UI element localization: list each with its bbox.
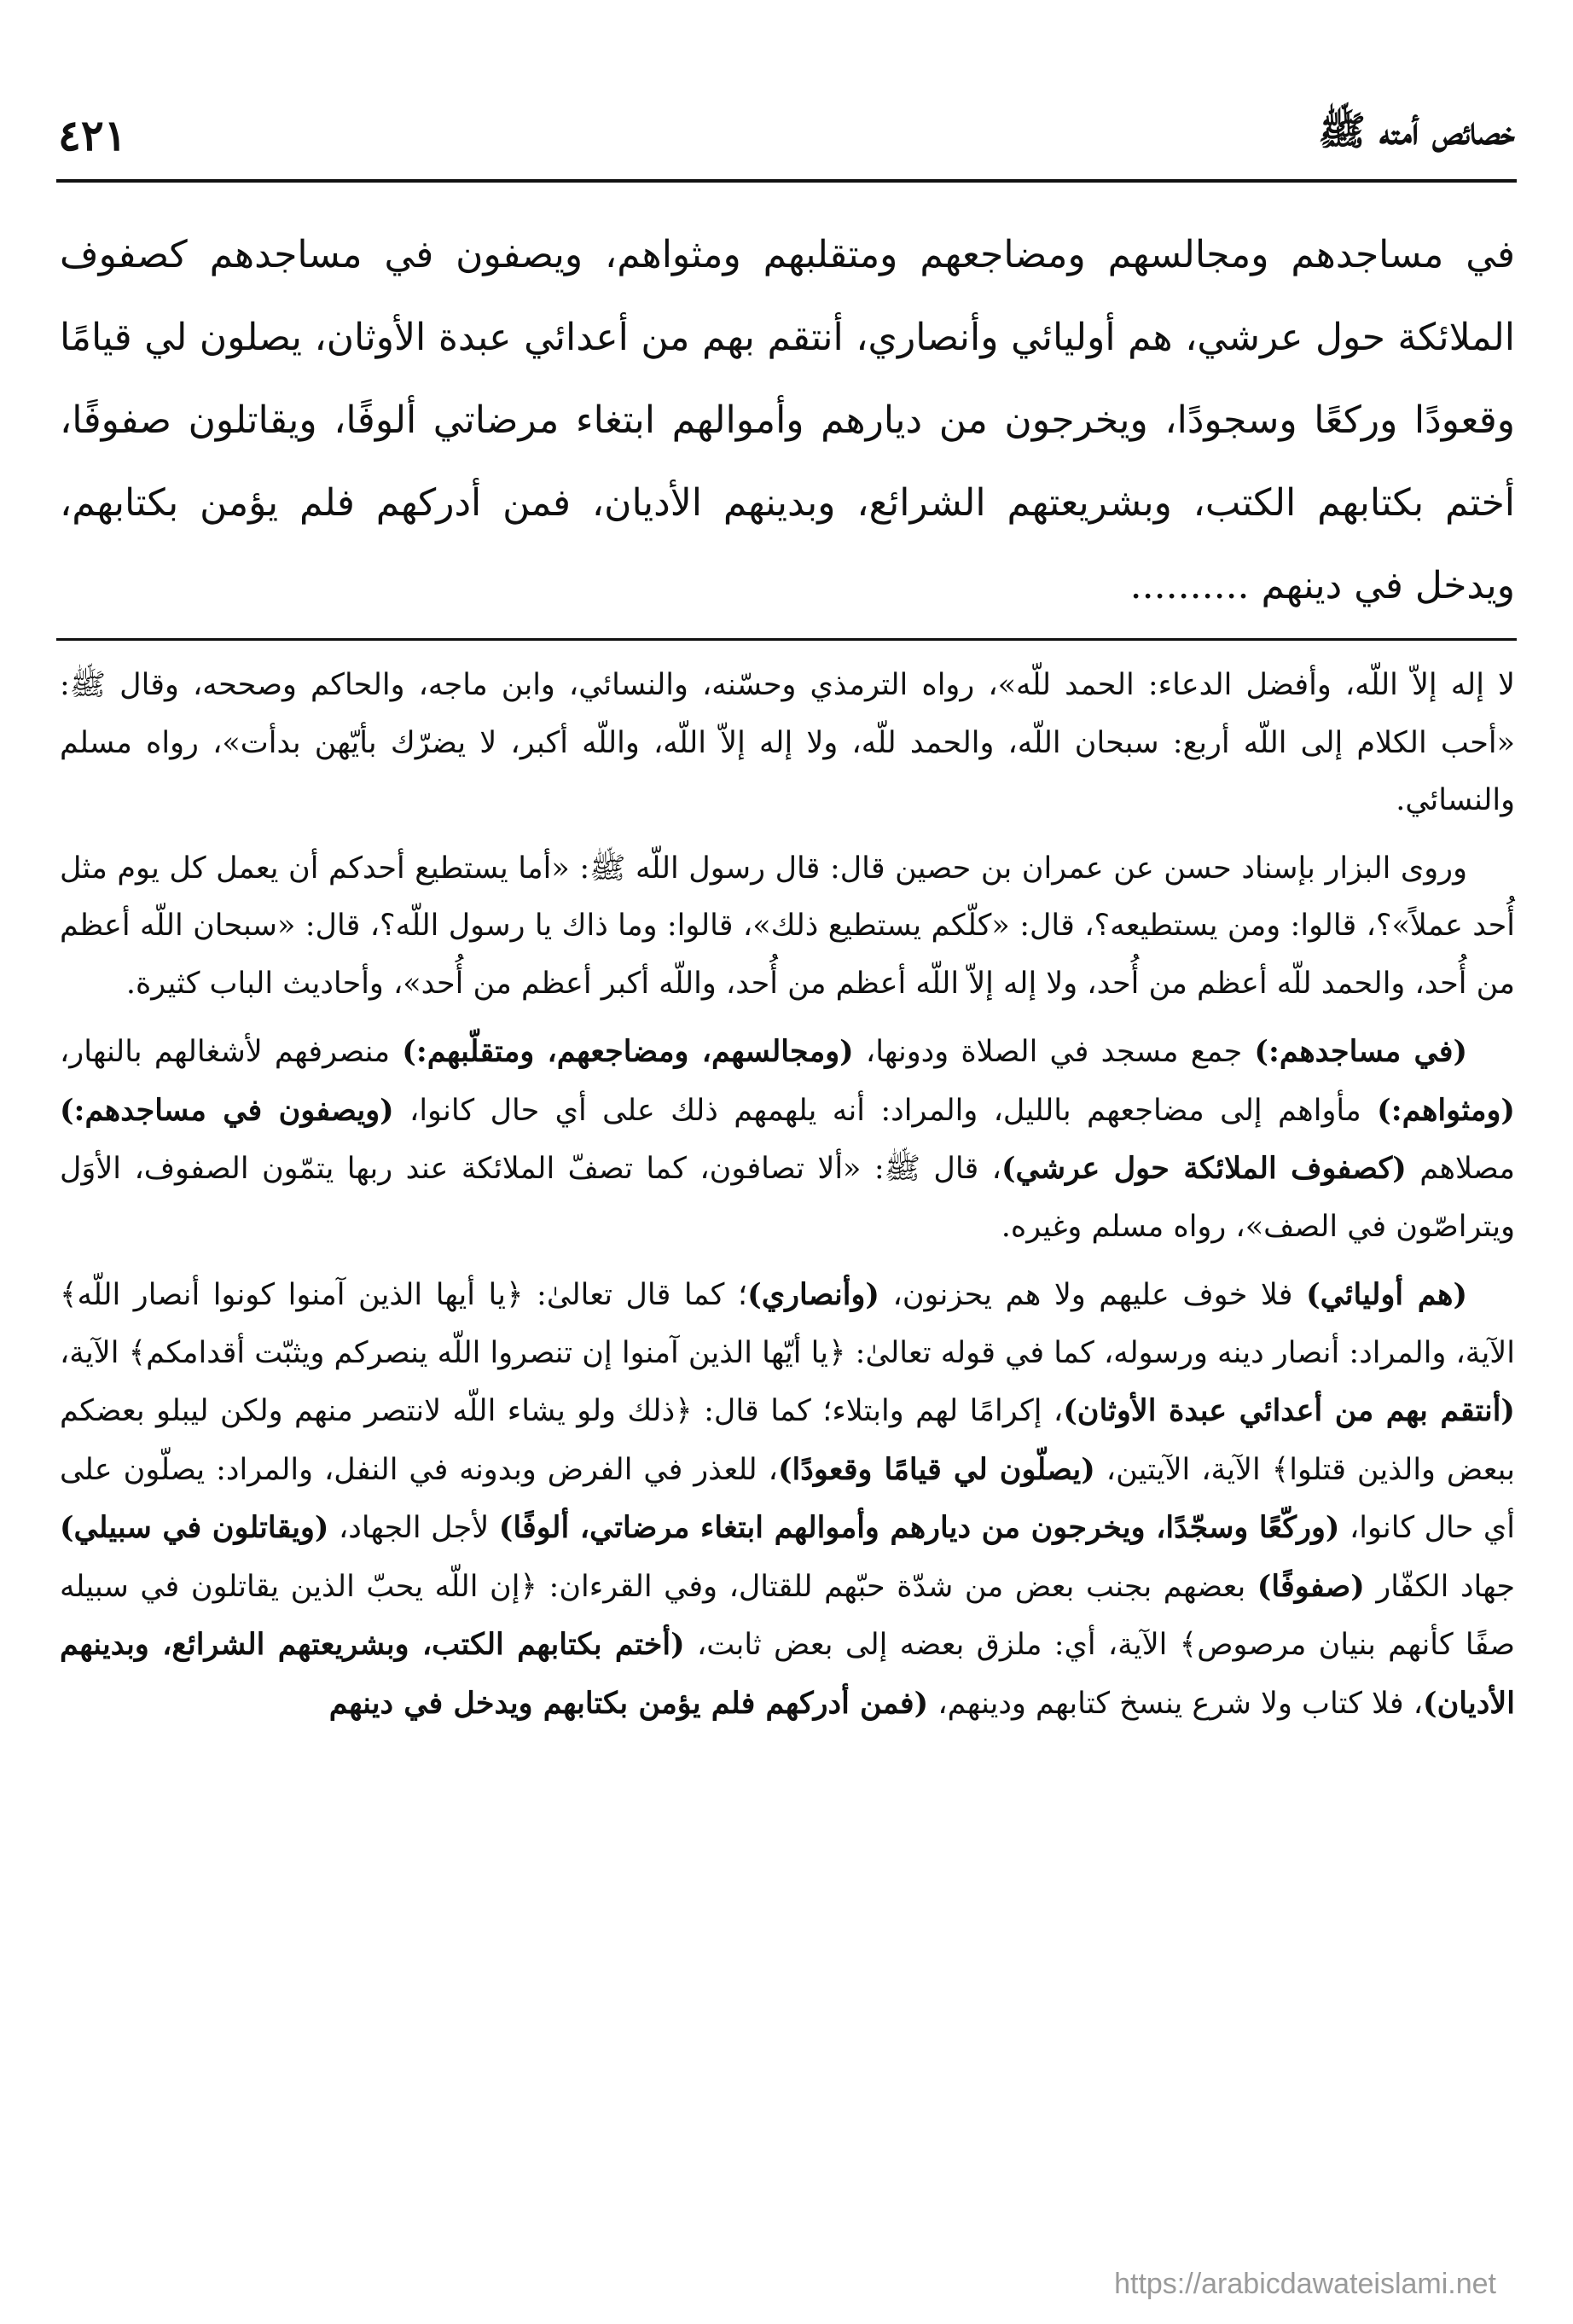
bold-quoted-phrase: (أنتقم بهم من أعدائي عبدة الأوثان): [1063, 1393, 1515, 1428]
commentary-text-run: ، فلا كتاب ولا شرع ينسخ كتابهم ودينهم،: [928, 1686, 1424, 1721]
page-number: ٤٢١: [58, 109, 127, 160]
bold-quoted-phrase: (صفوفًا): [1257, 1568, 1365, 1604]
commentary-text-run: ؛ كما قال تعالىٰ: ﴿يا أيها الذين آمنوا كونوا أنصار اللّه﴾ الآية، والمراد: أنصار دينه ورسوله، كما في قوله تعالىٰ: ﴿يا أيّها الذين آمنوا إن تنصروا اللّه ينصركم ويثبّت أقدامكم﴾ الآية،: [60, 1278, 1515, 1370]
page-header: [58, 101, 1515, 169]
commentary-text-run: مصلاهم: [1406, 1152, 1515, 1186]
commentary-text-run: جمع مسجد في الصلاة ودونها،: [853, 1035, 1255, 1069]
running-title: خصائص أمته ﷺ: [1318, 107, 1515, 154]
bold-quoted-phrase: (ومثواهم:): [1377, 1092, 1515, 1128]
bold-quoted-phrase: (يصلّون لي قيامًا وقعودًا): [777, 1451, 1095, 1487]
commentary-text-run: جهاد الكفّار: [1364, 1569, 1515, 1604]
bold-quoted-phrase: (وأنصاري): [747, 1277, 879, 1312]
bold-quoted-phrase: (ومجالسهم، ومضاجعهم، ومتقلّبهم:): [402, 1034, 854, 1069]
commentary-paragraph-4: [60, 1266, 1515, 1733]
bold-quoted-phrase: (في مساجدهم:): [1254, 1034, 1468, 1069]
bold-quoted-phrase: (ويقاتلون في سبيلي): [60, 1510, 329, 1545]
bold-quoted-phrase: (هم أوليائي): [1306, 1277, 1468, 1312]
commentary-text-run: بعضهم بجنب بعض من شدّة حبّهم للقتال، وفي القرءان: ﴿إن اللّه يحبّ الذين يقاتلون في سبيله صفًا كأنهم بنيان مرصوص﴾ الآية، أي: ملزق بعضه إلى بعض ثابت،: [60, 1569, 1515, 1662]
commentary-text-run: ، إكرامًا لهم وابتلاء؛ كما قال: ﴿ذلك ولو يشاء اللّه لانتصر منهم ولكن ليبلو بعضكم ببعض والذين قتلوا﴾ الآية، الآيتين،: [60, 1394, 1515, 1487]
commentary-text-run: منصرفهم لأشغالهم بالنهار،: [60, 1035, 403, 1069]
bold-quoted-phrase: (أختم بكتابهم الكتب، وبشريعتهم الشرائع، وبدينهم الأديان): [60, 1627, 1515, 1721]
commentary-text-run: مأواهم إلى مضاجعهم بالليل، والمراد: أنه يلهمهم ذلك على أي حال كانوا،: [393, 1093, 1378, 1128]
commentary-paragraph-3: [60, 1023, 1515, 1256]
commentary-paragraph-2: وروى البزار بإسناد حسن عن عمران بن حصين قال: قال رسول اللّه ﷺ: «أما يستطيع أحدكم أن يعمل كل يوم مثل أُحد عملاً»؟، قالوا: ومن يستطيعه؟، قال: «كلّكم يستطيع ذلك»، قالوا: وما ذاك يا رسول اللّه؟، قال: «سبحان اللّه أعظم من أُحد، والحمد للّه أعظم من أُحد، ولا إله إلاّ اللّه أعظم من أُحد، واللّه أكبر أعظم من أُحد»، وأحاديث الباب كثيرة.: [60, 851, 1515, 1001]
main-text: في مساجدهم ومجالسهم ومضاجعهم ومتقلبهم ومثواهم، ويصفون في مساجدهم كصفوف الملائكة حول عرشي، هم أوليائي وأنصاري، أنتقم بهم من أعدائي عبدة الأوثان، يصلون لي قيامًا وقعودًا وركعًا وسجودًا، ويخرجون من ديارهم وأموالهم ابتغاء مرضاتي ألوفًا، ويقاتلون صفوفًا، أختم بكتابهم الكتب، وبشريعتهم الشرائع، وبدينهم الأديان، فمن أدركهم فلم يؤمن بكتابهم، ويدخل في دينهم ..........: [60, 233, 1515, 607]
header-divider: [56, 179, 1517, 183]
commentary-text-run: فلا خوف عليهم ولا هم يحزنون،: [879, 1278, 1307, 1312]
commentary-divider: [56, 638, 1517, 641]
bold-quoted-phrase: (فمن أدركهم فلم يؤمن بكتابهم ويدخل في دينهم: [328, 1685, 929, 1721]
commentary-paragraph-1: لا إله إلاّ اللّه، وأفضل الدعاء: الحمد للّه»، رواه الترمذي وحسّنه، والنسائي، وابن ماجه، والحاكم وصححه، وقال ﷺ: «أحب الكلام إلى اللّه أربع: سبحان اللّه، والحمد للّه، ولا إله إلاّ اللّه، واللّه أكبر، لا يضرّك بأيّهن بدأت»، رواه مسلم والنسائي.: [60, 668, 1515, 817]
watermark-url: https://arabicdawateislami.net: [1114, 2268, 1496, 2300]
commentary-text-run: ، قال ﷺ: «ألا تصافون، كما تصفّ الملائكة عند ربها يتمّون الصفوف، الأوَل ويتراصّون في الصف»، رواه مسلم وغيره.: [60, 1152, 1515, 1244]
bold-quoted-phrase: (كصفوف الملائكة حول عرشي): [1001, 1151, 1407, 1186]
commentary-text-run: ، للعذر في الفرض وبدونه في النفل، والمراد: يصلّون على أي حال كانوا،: [60, 1452, 1515, 1545]
commentary: [60, 657, 1515, 1743]
commentary-text-run: لأجل الجهاد،: [328, 1511, 499, 1545]
bold-quoted-phrase: (ويصفون في مساجدهم:): [60, 1092, 394, 1128]
bold-quoted-phrase: (وركّعًا وسجّدًا، ويخرجون من ديارهم وأموالهم ابتغاء مرضاتي، ألوفًا): [498, 1510, 1340, 1545]
